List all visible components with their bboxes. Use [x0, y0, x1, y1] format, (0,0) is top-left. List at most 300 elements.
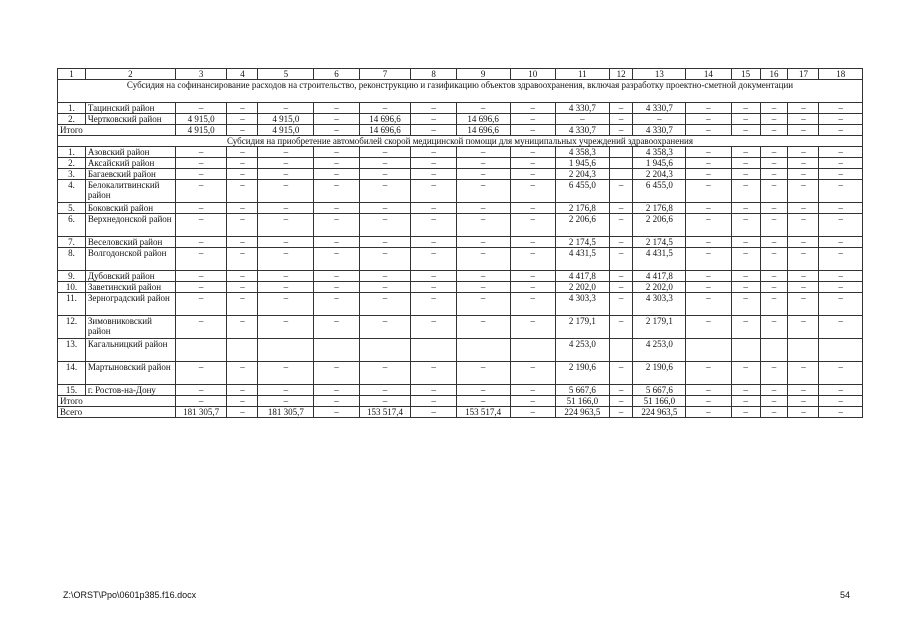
value-cell	[686, 339, 731, 362]
table-row	[58, 271, 863, 282]
row-name: Дубовский район	[85, 271, 175, 282]
value-cell: –	[314, 407, 359, 418]
value-cell: –	[731, 180, 760, 203]
value-cell: –	[227, 125, 258, 136]
value-cell: –	[314, 103, 359, 114]
value-cell: –	[456, 385, 510, 396]
value-cell: –	[314, 237, 359, 248]
value-cell: –	[788, 147, 819, 158]
value-cell: –	[686, 147, 731, 158]
value-cell: –	[227, 248, 258, 271]
value-cell: –	[411, 316, 456, 339]
footer-file-path: Z:\ORST\Ppo\0601p385.f16.docx	[63, 590, 197, 600]
value-cell: –	[510, 203, 555, 214]
value-cell: 14 696,6	[359, 125, 411, 136]
value-cell: –	[258, 385, 314, 396]
value-cell: –	[819, 237, 863, 248]
value-cell: –	[609, 316, 633, 339]
table-row	[58, 158, 863, 169]
row-name: Зимовниковский район	[85, 316, 175, 339]
total-row	[58, 125, 863, 136]
section-title-row	[58, 136, 863, 147]
value-cell: –	[819, 214, 863, 237]
value-cell: –	[609, 293, 633, 316]
value-cell: –	[788, 203, 819, 214]
value-cell: –	[456, 396, 510, 407]
section-title-row	[58, 80, 863, 103]
value-cell	[411, 339, 456, 362]
value-cell: 6 455,0	[555, 180, 609, 203]
value-cell: –	[411, 180, 456, 203]
value-cell: 181 305,7	[258, 407, 314, 418]
value-cell: –	[731, 125, 760, 136]
value-cell: –	[819, 385, 863, 396]
table-row	[58, 214, 863, 237]
row-number: 14.	[58, 362, 86, 385]
value-cell: –	[686, 362, 731, 385]
value-cell: –	[258, 362, 314, 385]
row-number: 7.	[58, 237, 86, 248]
value-cell: –	[510, 385, 555, 396]
value-cell	[456, 339, 510, 362]
value-cell: –	[411, 203, 456, 214]
value-cell: –	[227, 237, 258, 248]
value-cell: 2 190,6	[633, 362, 686, 385]
header-cell: 11	[555, 69, 609, 80]
value-cell: –	[731, 385, 760, 396]
row-name: Тацинский район	[85, 103, 175, 114]
value-cell: –	[314, 282, 359, 293]
row-number: 3.	[58, 169, 86, 180]
row-number: 8.	[58, 248, 86, 271]
row-number: 15.	[58, 385, 86, 396]
value-cell: –	[456, 282, 510, 293]
value-cell: –	[359, 293, 411, 316]
value-cell: –	[359, 248, 411, 271]
row-number: 10.	[58, 282, 86, 293]
value-cell: –	[314, 158, 359, 169]
value-cell: –	[760, 396, 788, 407]
value-cell: –	[760, 362, 788, 385]
row-number: 9.	[58, 271, 86, 282]
value-cell: –	[227, 147, 258, 158]
value-cell: –	[819, 180, 863, 203]
value-cell: –	[686, 407, 731, 418]
value-cell: –	[760, 169, 788, 180]
value-cell: –	[788, 103, 819, 114]
value-cell: –	[609, 125, 633, 136]
value-cell: –	[314, 203, 359, 214]
value-cell: 4 915,0	[175, 114, 227, 125]
value-cell: –	[258, 203, 314, 214]
value-cell: –	[227, 282, 258, 293]
value-cell: –	[314, 114, 359, 125]
value-cell: 4 330,7	[633, 125, 686, 136]
value-cell: –	[788, 316, 819, 339]
value-cell: 4 915,0	[175, 125, 227, 136]
value-cell: –	[788, 407, 819, 418]
value-cell: –	[411, 407, 456, 418]
value-cell: –	[788, 362, 819, 385]
value-cell: –	[411, 237, 456, 248]
header-cell: 17	[788, 69, 819, 80]
value-cell: 51 166,0	[633, 396, 686, 407]
value-cell: 2 204,3	[555, 169, 609, 180]
value-cell: –	[760, 147, 788, 158]
value-cell: –	[760, 282, 788, 293]
value-cell	[258, 339, 314, 362]
value-cell: –	[314, 147, 359, 158]
value-cell: –	[411, 385, 456, 396]
value-cell: –	[760, 316, 788, 339]
value-cell	[359, 339, 411, 362]
value-cell: –	[510, 248, 555, 271]
value-cell: 2 176,8	[633, 203, 686, 214]
value-cell: –	[359, 362, 411, 385]
value-cell: –	[819, 396, 863, 407]
value-cell: –	[175, 237, 227, 248]
value-cell: –	[731, 362, 760, 385]
value-cell: –	[760, 180, 788, 203]
value-cell: –	[227, 407, 258, 418]
value-cell: –	[760, 125, 788, 136]
value-cell: –	[731, 214, 760, 237]
value-cell: –	[227, 169, 258, 180]
value-cell: –	[788, 169, 819, 180]
value-cell: 1 945,6	[633, 158, 686, 169]
value-cell	[609, 147, 633, 158]
value-cell: –	[359, 169, 411, 180]
value-cell: –	[686, 396, 731, 407]
value-cell: –	[686, 271, 731, 282]
value-cell: –	[788, 125, 819, 136]
total-row	[58, 407, 863, 418]
value-cell	[609, 339, 633, 362]
value-cell: 4 358,3	[555, 147, 609, 158]
value-cell: –	[633, 114, 686, 125]
value-cell: –	[731, 169, 760, 180]
value-cell: –	[510, 237, 555, 248]
value-cell: –	[411, 169, 456, 180]
value-cell: –	[686, 237, 731, 248]
value-cell: –	[731, 407, 760, 418]
header-cell: 12	[609, 69, 633, 80]
value-cell: –	[731, 316, 760, 339]
value-cell: –	[609, 214, 633, 237]
value-cell: –	[175, 203, 227, 214]
row-name: Азовский район	[85, 147, 175, 158]
value-cell	[314, 339, 359, 362]
value-cell: –	[258, 237, 314, 248]
value-cell: –	[456, 271, 510, 282]
value-cell: –	[609, 203, 633, 214]
value-cell: 2 174,5	[555, 237, 609, 248]
value-cell: –	[456, 158, 510, 169]
value-cell: 4 431,5	[555, 248, 609, 271]
row-number: 13.	[58, 339, 86, 362]
header-cell: 9	[456, 69, 510, 80]
value-cell: –	[258, 158, 314, 169]
header-cell: 14	[686, 69, 731, 80]
value-cell: 2 176,8	[555, 203, 609, 214]
value-cell: 5 667,6	[555, 385, 609, 396]
value-cell: –	[314, 362, 359, 385]
value-cell: 5 667,6	[633, 385, 686, 396]
value-cell	[227, 339, 258, 362]
header-row	[58, 69, 863, 80]
value-cell: –	[314, 125, 359, 136]
value-cell: 4 915,0	[258, 114, 314, 125]
value-cell: 2 174,5	[633, 237, 686, 248]
total-row	[58, 396, 863, 407]
value-cell: –	[411, 271, 456, 282]
value-cell: –	[819, 293, 863, 316]
value-cell: –	[314, 169, 359, 180]
value-cell: –	[175, 396, 227, 407]
value-cell: –	[314, 180, 359, 203]
table-row	[58, 114, 863, 125]
value-cell: –	[819, 407, 863, 418]
value-cell: –	[686, 125, 731, 136]
value-cell: –	[686, 293, 731, 316]
value-cell: –	[359, 271, 411, 282]
value-cell: –	[314, 316, 359, 339]
value-cell: –	[175, 214, 227, 237]
value-cell: –	[760, 158, 788, 169]
value-cell: –	[258, 169, 314, 180]
value-cell: 153 517,4	[456, 407, 510, 418]
value-cell: –	[510, 293, 555, 316]
value-cell: –	[411, 282, 456, 293]
table-row	[58, 103, 863, 114]
value-cell: –	[510, 396, 555, 407]
value-cell: –	[227, 114, 258, 125]
value-cell: –	[359, 282, 411, 293]
value-cell: –	[510, 214, 555, 237]
value-cell: 2 204,3	[633, 169, 686, 180]
value-cell: –	[731, 248, 760, 271]
table-row	[58, 282, 863, 293]
value-cell: –	[731, 114, 760, 125]
value-cell: –	[456, 147, 510, 158]
value-cell: –	[411, 362, 456, 385]
value-cell: 2 202,0	[633, 282, 686, 293]
value-cell: –	[411, 293, 456, 316]
value-cell: –	[760, 114, 788, 125]
value-cell: 4 358,3	[633, 147, 686, 158]
value-cell: –	[258, 147, 314, 158]
value-cell: –	[686, 180, 731, 203]
value-cell: –	[510, 158, 555, 169]
value-cell: –	[731, 396, 760, 407]
value-cell: –	[359, 180, 411, 203]
header-cell: 3	[175, 69, 227, 80]
value-cell: –	[456, 362, 510, 385]
value-cell: –	[819, 158, 863, 169]
value-cell: –	[456, 237, 510, 248]
value-cell: –	[314, 396, 359, 407]
table-row	[58, 203, 863, 214]
value-cell: –	[731, 103, 760, 114]
value-cell: –	[258, 396, 314, 407]
value-cell: –	[510, 114, 555, 125]
value-cell: –	[227, 214, 258, 237]
value-cell: –	[819, 316, 863, 339]
table-row	[58, 316, 863, 339]
value-cell: –	[788, 237, 819, 248]
value-cell: –	[686, 103, 731, 114]
value-cell: –	[359, 237, 411, 248]
value-cell: –	[227, 158, 258, 169]
value-cell: –	[788, 396, 819, 407]
value-cell: –	[411, 103, 456, 114]
value-cell: –	[788, 248, 819, 271]
value-cell: –	[359, 396, 411, 407]
value-cell: –	[510, 147, 555, 158]
row-number: 2.	[58, 158, 86, 169]
value-cell: –	[819, 271, 863, 282]
value-cell: –	[359, 103, 411, 114]
value-cell	[731, 339, 760, 362]
row-name: Веселовский район	[85, 237, 175, 248]
document-table	[57, 68, 863, 418]
value-cell: –	[609, 237, 633, 248]
value-cell: –	[510, 180, 555, 203]
value-cell: –	[760, 407, 788, 418]
value-cell: –	[686, 385, 731, 396]
value-cell: –	[258, 293, 314, 316]
value-cell: –	[819, 282, 863, 293]
value-cell: –	[227, 180, 258, 203]
value-cell: –	[686, 169, 731, 180]
value-cell: –	[731, 271, 760, 282]
value-cell: –	[788, 114, 819, 125]
value-cell: –	[411, 396, 456, 407]
value-cell: –	[510, 169, 555, 180]
row-name: г. Ростов-на-Дону	[85, 385, 175, 396]
value-cell: –	[510, 271, 555, 282]
value-cell: –	[314, 385, 359, 396]
value-cell: 4 330,7	[633, 103, 686, 114]
table-row	[58, 180, 863, 203]
value-cell: 51 166,0	[555, 396, 609, 407]
value-cell: 4 915,0	[258, 125, 314, 136]
total-label: Всего	[58, 407, 176, 418]
value-cell: –	[258, 282, 314, 293]
table-row	[58, 385, 863, 396]
value-cell: –	[819, 147, 863, 158]
value-cell: –	[609, 180, 633, 203]
value-cell: –	[227, 203, 258, 214]
value-cell: –	[411, 125, 456, 136]
value-cell: –	[175, 147, 227, 158]
header-cell: 8	[411, 69, 456, 80]
value-cell	[760, 339, 788, 362]
row-number: 2.	[58, 114, 86, 125]
value-cell: –	[456, 293, 510, 316]
value-cell: –	[456, 169, 510, 180]
header-cell: 2	[85, 69, 175, 80]
value-cell: –	[314, 248, 359, 271]
value-cell: –	[760, 203, 788, 214]
value-cell: 4 303,3	[633, 293, 686, 316]
value-cell: –	[510, 407, 555, 418]
value-cell: –	[411, 114, 456, 125]
value-cell: –	[819, 114, 863, 125]
total-label: Итого	[58, 125, 176, 136]
value-cell: –	[175, 385, 227, 396]
value-cell: –	[258, 180, 314, 203]
table-row	[58, 237, 863, 248]
value-cell: –	[314, 293, 359, 316]
row-number: 6.	[58, 214, 86, 237]
value-cell: –	[788, 180, 819, 203]
value-cell: 153 517,4	[359, 407, 411, 418]
row-name: Мартыновский район	[85, 362, 175, 385]
value-cell: –	[227, 103, 258, 114]
header-cell: 6	[314, 69, 359, 80]
value-cell: –	[555, 114, 609, 125]
value-cell: –	[819, 203, 863, 214]
section-title: Субсидия на софинансирование расходов на строительство, реконструкцию и газификацию объектов здравоохранения, включая разработку проектно-сметной документации	[58, 80, 863, 103]
value-cell: 4 253,0	[555, 339, 609, 362]
value-cell: 224 963,5	[555, 407, 609, 418]
value-cell: –	[175, 282, 227, 293]
value-cell: –	[227, 316, 258, 339]
row-name: Заветинский район	[85, 282, 175, 293]
table-row	[58, 169, 863, 180]
value-cell: 14 696,6	[456, 114, 510, 125]
row-name: Чертковский район	[85, 114, 175, 125]
value-cell: –	[359, 316, 411, 339]
value-cell: –	[258, 316, 314, 339]
row-name: Багаевский район	[85, 169, 175, 180]
value-cell: –	[819, 362, 863, 385]
value-cell: 2 206,6	[633, 214, 686, 237]
value-cell: –	[359, 385, 411, 396]
value-cell: 4 417,8	[555, 271, 609, 282]
value-cell: –	[760, 271, 788, 282]
value-cell: –	[411, 248, 456, 271]
value-cell: –	[788, 271, 819, 282]
value-cell: 4 417,8	[633, 271, 686, 282]
value-cell: –	[510, 316, 555, 339]
value-cell: 4 253,0	[633, 339, 686, 362]
value-cell: 2 179,1	[633, 316, 686, 339]
section-title: Субсидия на приобретение автомобилей скорой медицинской помощи для муниципальных учреждений здравоохранения	[58, 136, 863, 147]
value-cell: –	[760, 214, 788, 237]
row-number: 4.	[58, 180, 86, 203]
value-cell: –	[175, 271, 227, 282]
value-cell: –	[456, 203, 510, 214]
value-cell: –	[359, 203, 411, 214]
value-cell: –	[227, 385, 258, 396]
value-cell: –	[760, 237, 788, 248]
value-cell: –	[731, 282, 760, 293]
row-number: 12.	[58, 316, 86, 339]
value-cell: 2 179,1	[555, 316, 609, 339]
header-cell: 5	[258, 69, 314, 80]
row-number: 1.	[58, 103, 86, 114]
table-row	[58, 248, 863, 271]
value-cell: 2 202,0	[555, 282, 609, 293]
row-name: Боковский район	[85, 203, 175, 214]
value-cell: –	[609, 248, 633, 271]
value-cell: –	[227, 362, 258, 385]
value-cell: 2 190,6	[555, 362, 609, 385]
value-cell: –	[456, 103, 510, 114]
table-row	[58, 339, 863, 362]
